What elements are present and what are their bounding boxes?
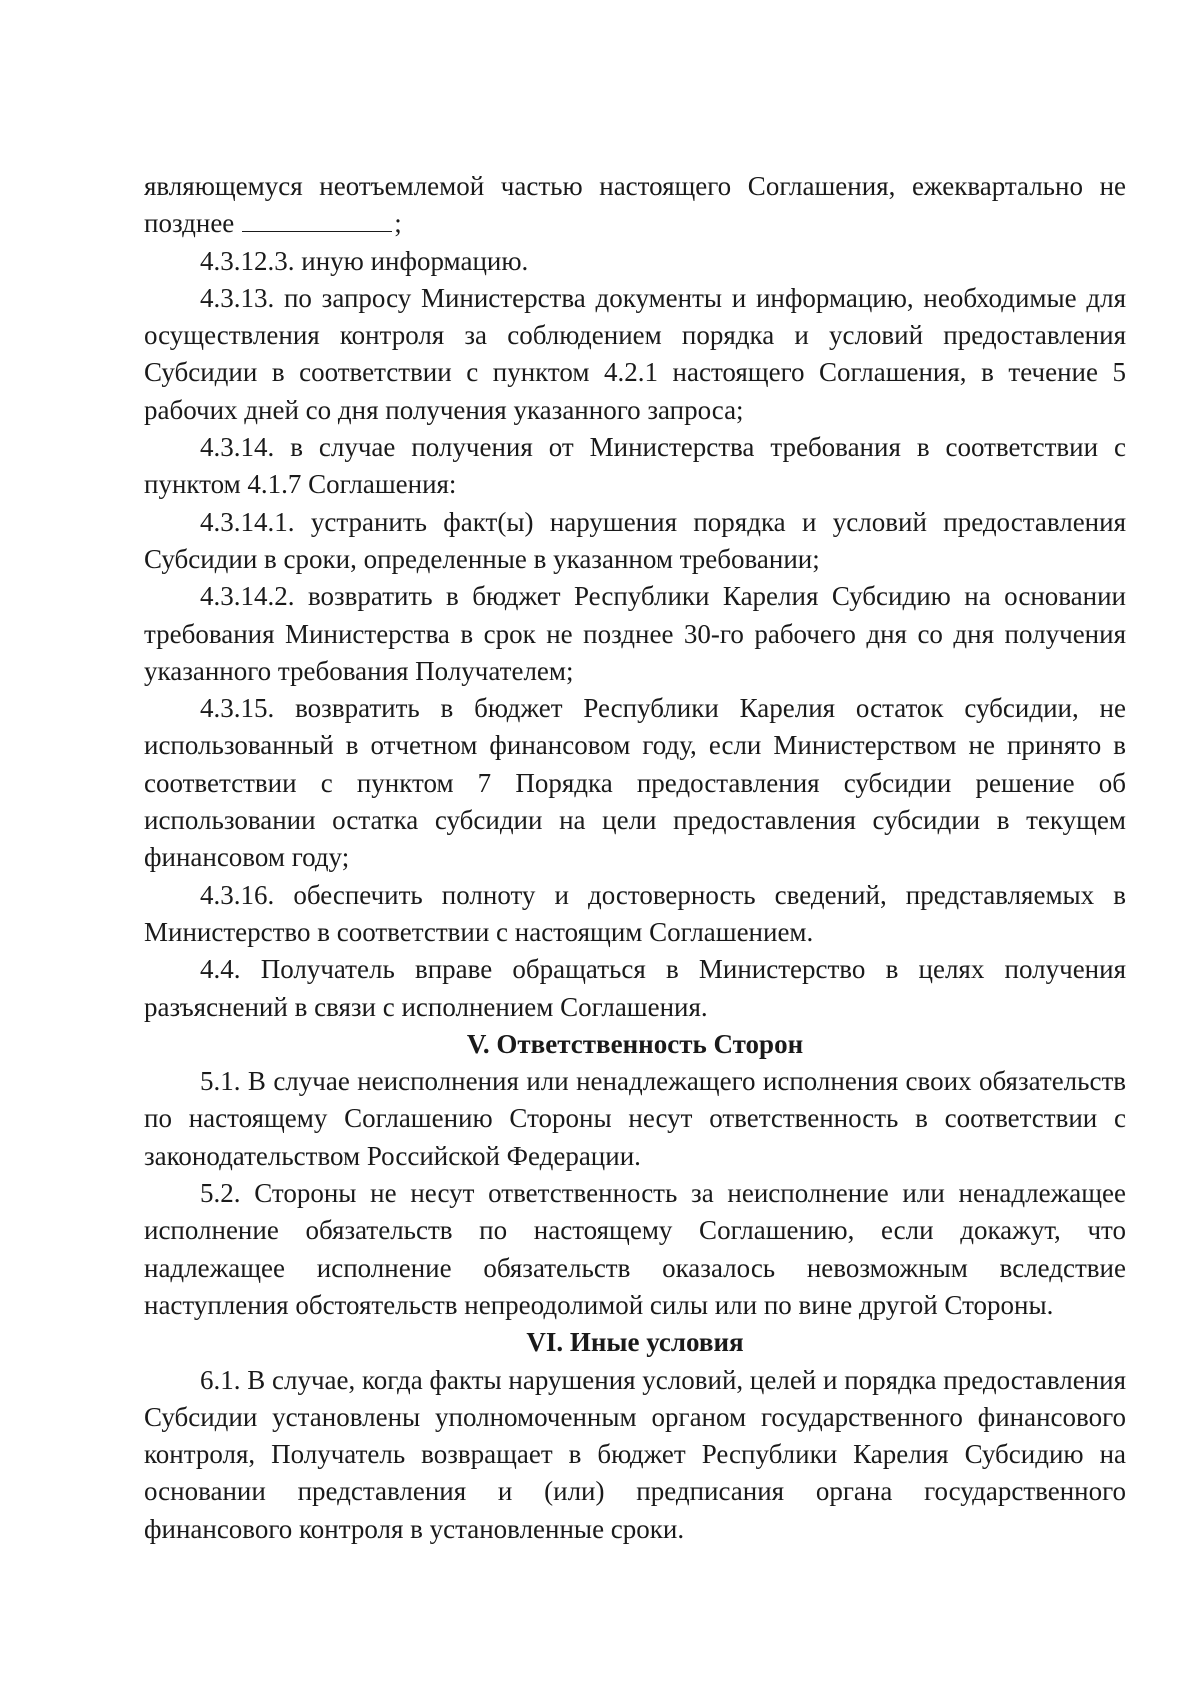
paragraph-4-3-14-2: 4.3.14.2. возвратить в бюджет Республики Карелия Субсидию на основании требования Министерства в срок не позднее 30-го рабочего дня со дня получения указанного требования Получателем; bbox=[144, 581, 1126, 686]
document-body bbox=[144, 168, 1126, 1548]
paragraph-4-3-16: 4.3.16. обеспечить полноту и достоверность сведений, представляемых в Министерство в соответствии с настоящим Соглашением. bbox=[144, 879, 1126, 947]
paragraph-4-4: 4.4. Получатель вправе обращаться в Министерство в целях получения разъяснений в связи с исполнением Соглашения. bbox=[144, 954, 1126, 1022]
paragraph-continuation-end: ; bbox=[394, 208, 402, 239]
paragraph-4-3-12-3: 4.3.12.3. иную информацию. bbox=[200, 245, 529, 276]
paragraph-continuation-text: являющемуся неотъемлемой частью настоящего Соглашения, ежеквартально не позднее bbox=[144, 171, 1126, 239]
section-heading-6: VI. Иные условия bbox=[526, 1327, 744, 1358]
section-heading-5: V. Ответственность Сторон bbox=[466, 1028, 804, 1059]
paragraph-4-3-14-1: 4.3.14.1. устранить факт(ы) нарушения порядка и условий предоставления Субсидии в сроки, определенные в указанном требовании; bbox=[144, 506, 1126, 574]
paragraph-6-1: 6.1. В случае, когда факты нарушения условий, целей и порядка предоставления Субсидии установлены уполномоченным органом государственного финансового контроля, Получатель возвращает в бюджет Республики Карелия Субсидию на основании представления и (или) предписания органа государственного финансового контроля в установленные сроки. bbox=[144, 1364, 1127, 1544]
paragraph-continuation bbox=[144, 168, 1126, 243]
paragraph-4-3-15: 4.3.15. возвратить в бюджет Республики Карелия остаток субсидии, не использованный в отчетном финансовом году, если Министерством не принято в соответствии с пунктом 7 Порядка предоставления субсидии решение об использовании остатка субсидии на цели предоставления субсидии в текущем финансовом году; bbox=[144, 693, 1126, 873]
paragraph-4-3-13: 4.3.13. по запросу Министерства документы и информацию, необходимые для осуществления контроля за соблюдением порядка и условий предоставления Субсидии в соответствии с пунктом 4.2.1 настоящего Соглашения, в течение 5 рабочих дней со дня получения указанного запроса; bbox=[144, 282, 1126, 425]
paragraph-4-3-14: 4.3.14. в случае получения от Министерства требования в соответствии с пунктом 4.1.7 Соглашения: bbox=[144, 432, 1126, 500]
paragraph-5-1: 5.1. В случае неисполнения или ненадлежащего исполнения своих обязательств по настоящему Соглашению Стороны несут ответственность в соответствии с законодательством Российской Федерации. bbox=[144, 1066, 1126, 1171]
paragraph-5-2: 5.2. Стороны не несут ответственность за неисполнение или ненадлежащее исполнение обязательств по настоящему Соглашению, если докажут, что надлежащее исполнение обязательств оказалось невозможным вследствие наступления обстоятельств непреодолимой силы или по вине другой Стороны. bbox=[144, 1178, 1126, 1320]
blank-date-field bbox=[242, 209, 392, 232]
